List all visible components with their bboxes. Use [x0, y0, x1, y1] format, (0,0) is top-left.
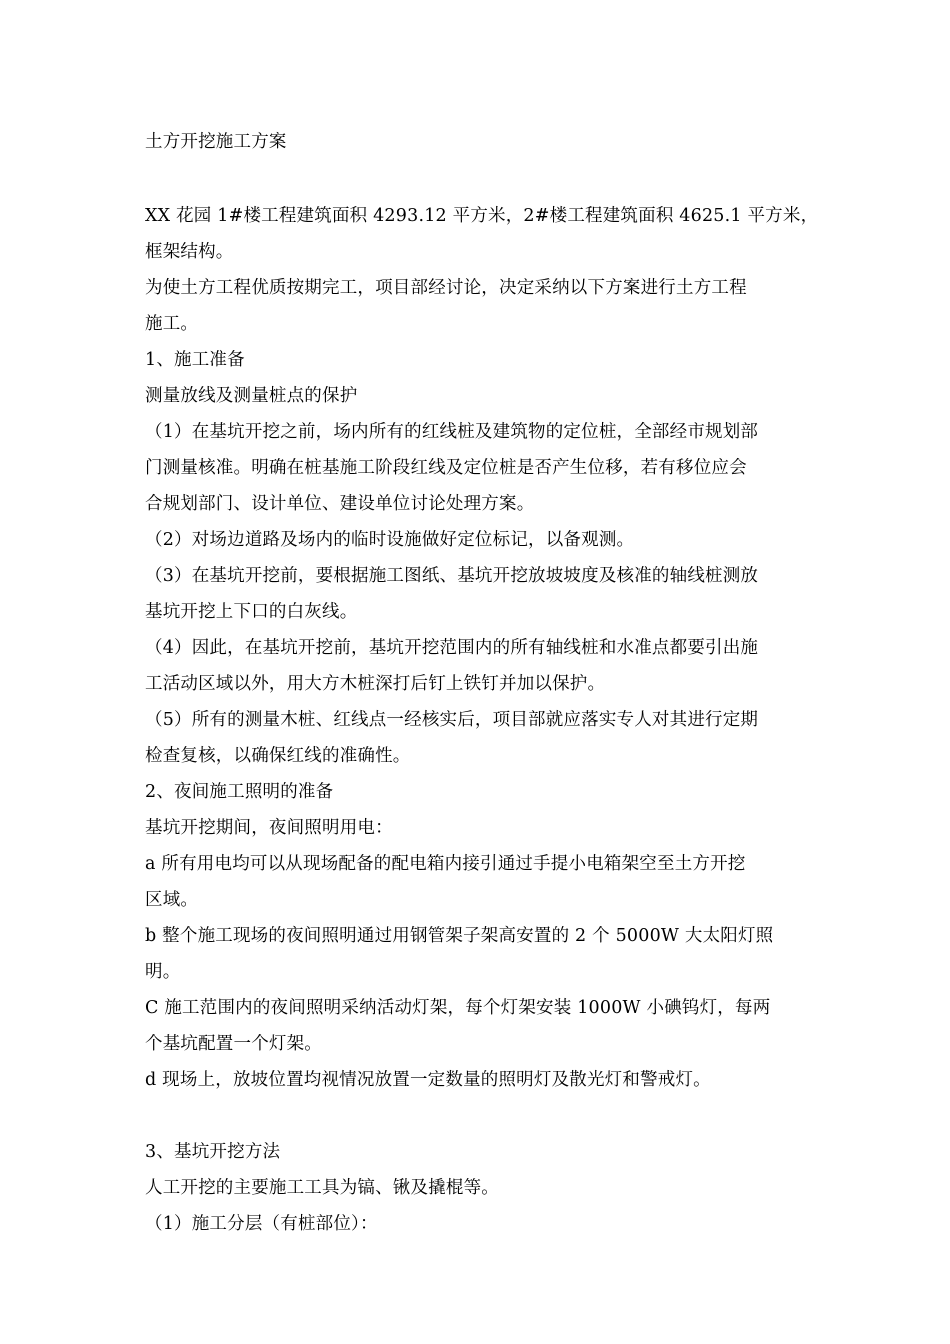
- blank-line: [145, 1098, 825, 1134]
- body-line: 工活动区域以外，用大方木桩深打后钉上铁钉并加以保护。: [145, 674, 606, 694]
- body-line: 基坑开挖期间，夜间照明用电：: [145, 818, 393, 838]
- body-line: 区域。: [145, 890, 199, 910]
- body-line: b 整个施工现场的夜间照明通过用钢管架子架高安置的 2 个 5000W 大太阳灯照: [145, 926, 774, 946]
- body-line: （2）对场边道路及场内的临时设施做好定位标记，以备观测。: [145, 530, 635, 550]
- section-heading: 1、施工准备: [145, 350, 245, 370]
- body-line: 合规划部门、设计单位、建设单位讨论处理方案。: [145, 494, 535, 514]
- body-line: C 施工范围内的夜间照明采纳活动灯架，每个灯架安装 1000W 小碘钨灯，每两: [145, 998, 771, 1018]
- body-line: 个基坑配置一个灯架。: [145, 1034, 322, 1054]
- body-line: （1）施工分层（有桩部位）：: [145, 1214, 378, 1234]
- section-heading: 2、夜间施工照明的准备: [145, 782, 334, 802]
- body-line: （4）因此，在基坑开挖前，基坑开挖范围内的所有轴线桩和水准点都要引出施: [145, 638, 759, 658]
- body-line: 施工。: [145, 314, 199, 334]
- body-line: （3）在基坑开挖前，要根据施工图纸、基坑开挖放坡坡度及核准的轴线桩测放: [145, 566, 759, 586]
- body-line: （1）在基坑开挖之前，场内所有的红线桩及建筑物的定位桩，全部经市规划部: [145, 422, 759, 442]
- body-line: 人工开挖的主要施工工具为镐、锹及撬棍等。: [145, 1178, 499, 1198]
- body-line: 检查复核，以确保红线的准确性。: [145, 746, 411, 766]
- body-line: d 现场上，放坡位置均视情况放置一定数量的照明灯及散光灯和警戒灯。: [145, 1070, 711, 1090]
- body-line: 基坑开挖上下口的白灰线。: [145, 602, 358, 622]
- body-line: 为使土方工程优质按期完工，项目部经讨论，决定采纳以下方案进行土方工程: [145, 278, 747, 298]
- body-line: XX 花园 1#楼工程建筑面积 4293.12 平方米，2#楼工程建筑面积 4625.1 平方米，: [145, 206, 819, 226]
- body-line: （5）所有的测量木桩、红线点一经核实后，项目部就应落实专人对其进行定期: [145, 710, 759, 730]
- subsection-heading: 测量放线及测量桩点的保护: [145, 386, 358, 406]
- document-page: [145, 124, 825, 1242]
- body-line: 明。: [145, 962, 181, 982]
- body-line: a 所有用电均可以从现场配备的配电箱内接引通过手提小电箱架空至土方开挖: [145, 854, 746, 874]
- document-title: 土方开挖施工方案: [145, 132, 287, 152]
- body-line: 门测量核准。明确在桩基施工阶段红线及定位桩是否产生位移，若有移位应会: [145, 458, 747, 478]
- body-line: 框架结构。: [145, 242, 234, 262]
- section-heading: 3、基坑开挖方法: [145, 1142, 281, 1162]
